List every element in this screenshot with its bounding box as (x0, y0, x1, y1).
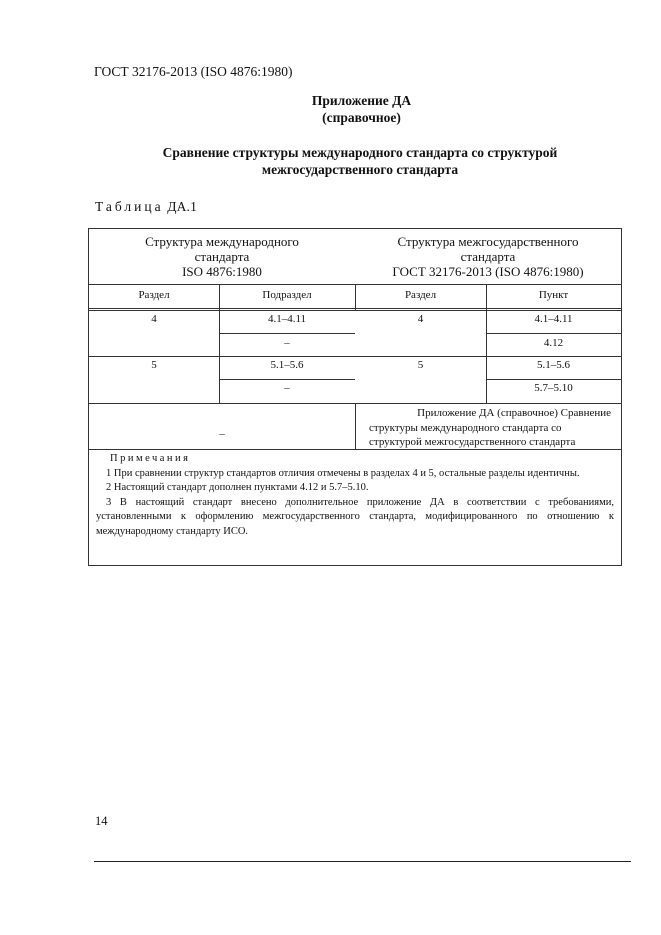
header-international-line: стандарта (194, 249, 250, 264)
cell-inter-item: 4.1–4.11 (534, 313, 573, 325)
table-notes (96, 452, 614, 539)
table-rule (486, 333, 621, 334)
table-rule (89, 356, 621, 357)
cell-intl-subsection: – (284, 337, 290, 349)
cell-inter-item: 5.1–5.6 (537, 359, 570, 371)
subheader-intl-section: Раздел (138, 289, 170, 301)
header-interstate-line: стандарта (460, 249, 516, 264)
note-item: 3 В настоящий стандарт внесено дополнительное приложение ДА в соответствии с требованиями, установленными к оформлению межгосударственного стандарта, модифицированного по отношению к международному стандарту ИСО. (96, 496, 614, 537)
page-title-line-2: межгосударственного стандарта (261, 162, 459, 177)
notes-heading: Примечания (110, 453, 191, 464)
page-number: 14 (95, 814, 108, 828)
table-caption (95, 199, 197, 215)
table-caption-word: Таблица (95, 199, 164, 214)
cell-inter-item: 5.7–5.10 (534, 382, 573, 394)
cell-annex-right (355, 406, 621, 450)
cell-intl-section: 4 (151, 313, 157, 325)
note-item: 1 При сравнении структур стандартов отличия отмечены в разделах 4 и 5, остальные разделы идентичны. (106, 467, 580, 479)
header-international-line: Структура международного (145, 234, 299, 249)
header-international-line: ISO 4876:1980 (182, 264, 262, 279)
subheader-inter-item: Пункт (538, 289, 569, 301)
page-title (100, 144, 620, 178)
header-international (89, 234, 355, 279)
cell-intl-subsection: – (284, 382, 290, 394)
header-interstate (355, 234, 621, 279)
cell-inter-item: 4.12 (543, 337, 564, 349)
table-caption-number: ДА.1 (167, 199, 198, 214)
table-rule (219, 379, 355, 380)
annex-subtitle: (справочное) (322, 110, 401, 125)
footer-rule (94, 861, 631, 862)
cell-annex-right-line: структурой межгосударственного стандарта (369, 436, 576, 448)
cell-intl-subsection: 5.1–5.6 (270, 359, 304, 371)
cell-annex-left: – (219, 428, 225, 440)
table-rule (486, 379, 621, 380)
cell-inter-section: 5 (417, 359, 424, 371)
cell-inter-section: 4 (417, 313, 424, 325)
header-interstate-line: ГОСТ 32176-2013 (ISO 4876:1980) (392, 264, 584, 279)
annex-heading (0, 92, 661, 126)
note-item: 2 Настоящий стандарт дополнен пунктами 4.12 и 5.7–5.10. (106, 482, 369, 493)
cell-intl-section: 5 (151, 359, 157, 371)
document-code: ГОСТ 32176-2013 (ISO 4876:1980) (94, 64, 293, 79)
subheader-intl-subsection: Подраздел (262, 289, 312, 301)
cell-annex-right-line: Приложение ДА (справочное) Сравнение (417, 407, 611, 419)
page-title-line-1: Сравнение структуры международного стандарта со структурой (162, 145, 558, 160)
subheader-inter-section: Раздел (404, 289, 437, 301)
annex-title: Приложение ДА (311, 93, 412, 108)
header-interstate-line: Структура межгосударственного (397, 234, 579, 249)
cell-annex-right-line: структуры международного стандарта со (369, 421, 562, 434)
table-rule (89, 310, 621, 311)
cell-intl-subsection: 4.1–4.11 (267, 313, 307, 325)
table-rule (219, 333, 355, 334)
